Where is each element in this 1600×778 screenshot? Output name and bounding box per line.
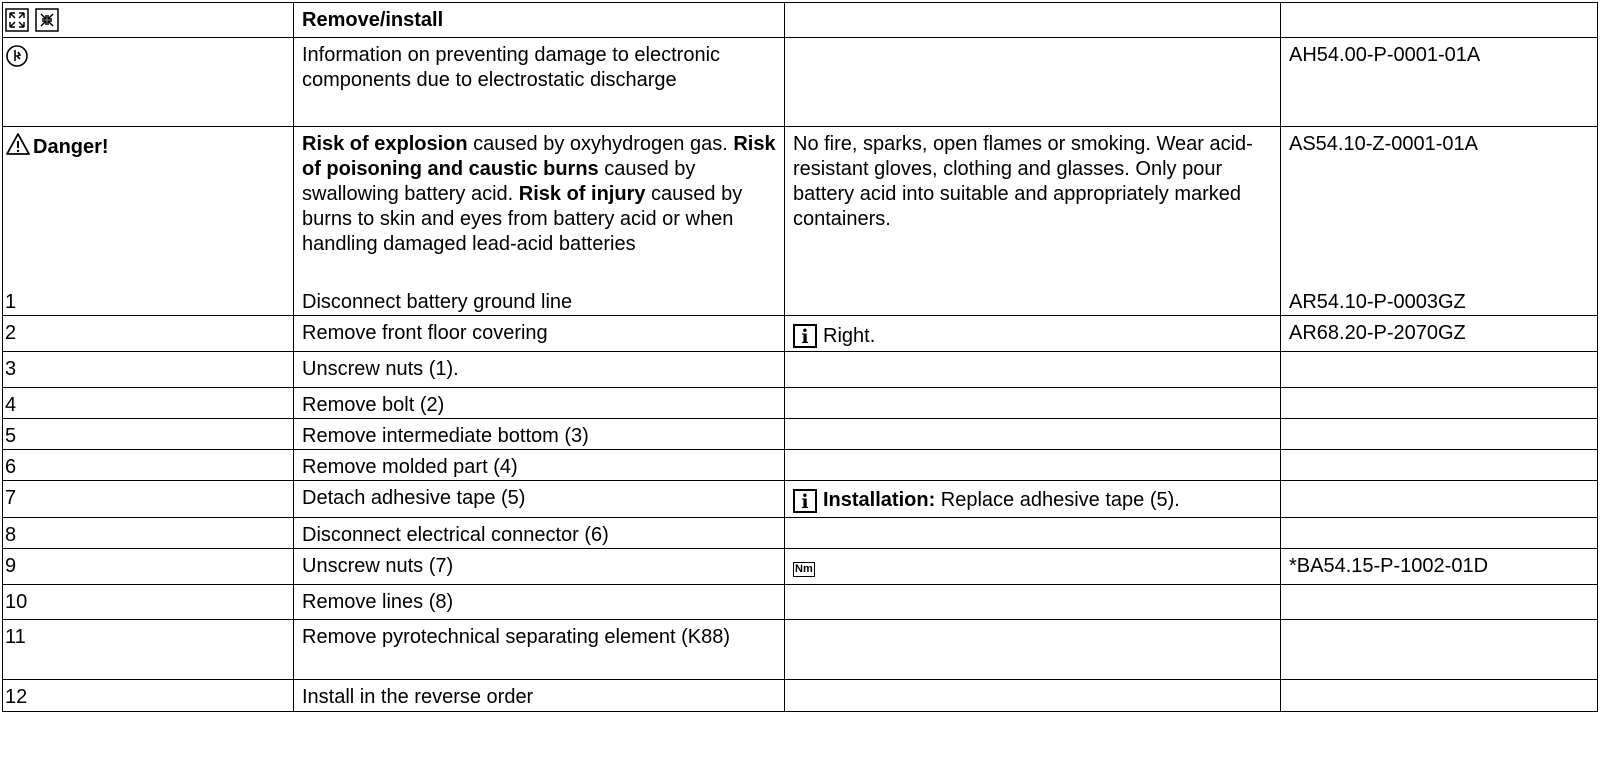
step-text: Unscrew nuts (1). (294, 352, 785, 388)
danger-bold-1: Risk of explosion (302, 133, 468, 155)
step-number: 7 (3, 481, 294, 518)
step-note-cell (785, 352, 1281, 388)
step-number: 10 (3, 585, 294, 620)
esd-icon (5, 44, 29, 68)
step-ref[interactable]: AR54.10-P-0003GZ (1289, 291, 1466, 313)
step-text: Detach adhesive tape (5) (294, 481, 785, 518)
table-row (3, 481, 1598, 518)
esd-text: Information on preventing damage to electronic components due to electrostatic discharge (294, 38, 785, 127)
step-note-text: Replace adhesive tape (5). (935, 489, 1180, 511)
step-note-bold: Installation: (823, 489, 936, 511)
danger-text-2: caused by swallowing battery acid. (302, 158, 696, 205)
step-number: 8 (3, 518, 294, 549)
step-text: Remove pyrotechnical separating element (K88) (294, 620, 785, 680)
step-ref (1281, 450, 1598, 481)
table-row (3, 316, 1598, 352)
table-row (3, 352, 1598, 388)
step-number: 11 (3, 620, 294, 680)
step-note-cell (785, 518, 1281, 549)
step-ref (1281, 419, 1598, 450)
table-row (3, 518, 1598, 549)
danger-row (3, 127, 1598, 316)
step-ref (1281, 680, 1598, 712)
header-empty-cell (785, 3, 1281, 38)
step-note (785, 481, 1281, 518)
danger-cell (3, 127, 294, 316)
step-number: 5 (3, 419, 294, 450)
danger-ref[interactable]: AS54.10-Z-0001-01A (1289, 133, 1479, 155)
header-icons-cell (3, 3, 294, 38)
esd-icon-cell (3, 38, 294, 127)
table-row (3, 388, 1598, 419)
step-note-text: Right. (823, 325, 876, 347)
esd-row (3, 38, 1598, 127)
danger-text-3: caused by burns to skin and eyes from battery acid or when handling damaged lead-acid batteries (302, 183, 743, 255)
esd-ref[interactable]: AH54.00-P-0001-01A (1281, 38, 1598, 127)
step-ref (1281, 585, 1598, 620)
step-text: Remove front floor covering (294, 316, 785, 352)
danger-note (785, 127, 1281, 316)
table-row (3, 620, 1598, 680)
step-text: Disconnect electrical connector (6) (294, 518, 785, 549)
danger-text-cell (294, 127, 785, 316)
table-row (3, 419, 1598, 450)
step-note (785, 549, 1281, 585)
step-number: 9 (3, 549, 294, 585)
collapse-icon[interactable] (35, 8, 65, 32)
step-note-cell (785, 419, 1281, 450)
step-ref[interactable]: *BA54.15-P-1002-01D (1281, 549, 1598, 585)
table-row (3, 585, 1598, 620)
step-text: Install in the reverse order (294, 680, 785, 712)
step-text: Unscrew nuts (7) (294, 549, 785, 585)
step-ref (1281, 388, 1598, 419)
torque-nm-icon: Nm (795, 563, 813, 575)
danger-bold-3: Risk of injury (518, 183, 646, 205)
danger-text-1: caused by oxyhydrogen gas. (467, 133, 734, 155)
step-text: Remove bolt (2) (294, 388, 785, 419)
step-number: 12 (3, 680, 294, 712)
step-text: Remove lines (8) (294, 585, 785, 620)
step-ref (1281, 352, 1598, 388)
step-number: 1 (5, 291, 17, 313)
danger-ref-cell (1281, 127, 1598, 316)
step-ref (1281, 518, 1598, 549)
header-empty-cell (1281, 3, 1598, 38)
danger-bold-2: Risk of poisoning and caustic burns (302, 133, 776, 180)
step-number: 3 (3, 352, 294, 388)
info-icon: i (793, 324, 817, 348)
step-number: 4 (3, 388, 294, 419)
header-row (3, 3, 1598, 38)
table-row (3, 680, 1598, 712)
step-note-cell (785, 680, 1281, 712)
step-ref (1281, 620, 1598, 680)
step-text: Disconnect battery ground line (302, 291, 573, 313)
warning-triangle-icon (5, 132, 31, 156)
step-text: Remove intermediate bottom (3) (294, 419, 785, 450)
step-note (785, 316, 1281, 352)
danger-label: Danger! (33, 136, 109, 158)
procedure-table (2, 2, 1598, 712)
step-ref[interactable]: AR68.20-P-2070GZ (1281, 316, 1598, 352)
step-note-cell (785, 450, 1281, 481)
step-note-cell (785, 388, 1281, 419)
step-text: Remove molded part (4) (294, 450, 785, 481)
table-row (3, 549, 1598, 585)
info-icon: i (793, 489, 817, 513)
step-note-cell (785, 620, 1281, 680)
step-ref (1281, 481, 1598, 518)
step-number: 6 (3, 450, 294, 481)
danger-note-text: No fire, sparks, open flames or smoking. Wear acid-resistant gloves, clothing and glasses. Only pour battery acid into suitable and appropriately marked containers. (793, 133, 1253, 230)
step-number: 2 (3, 316, 294, 352)
table-row (3, 450, 1598, 481)
step-note-cell (785, 585, 1281, 620)
header-title: Remove/install (294, 3, 785, 38)
esd-note-cell (785, 38, 1281, 127)
